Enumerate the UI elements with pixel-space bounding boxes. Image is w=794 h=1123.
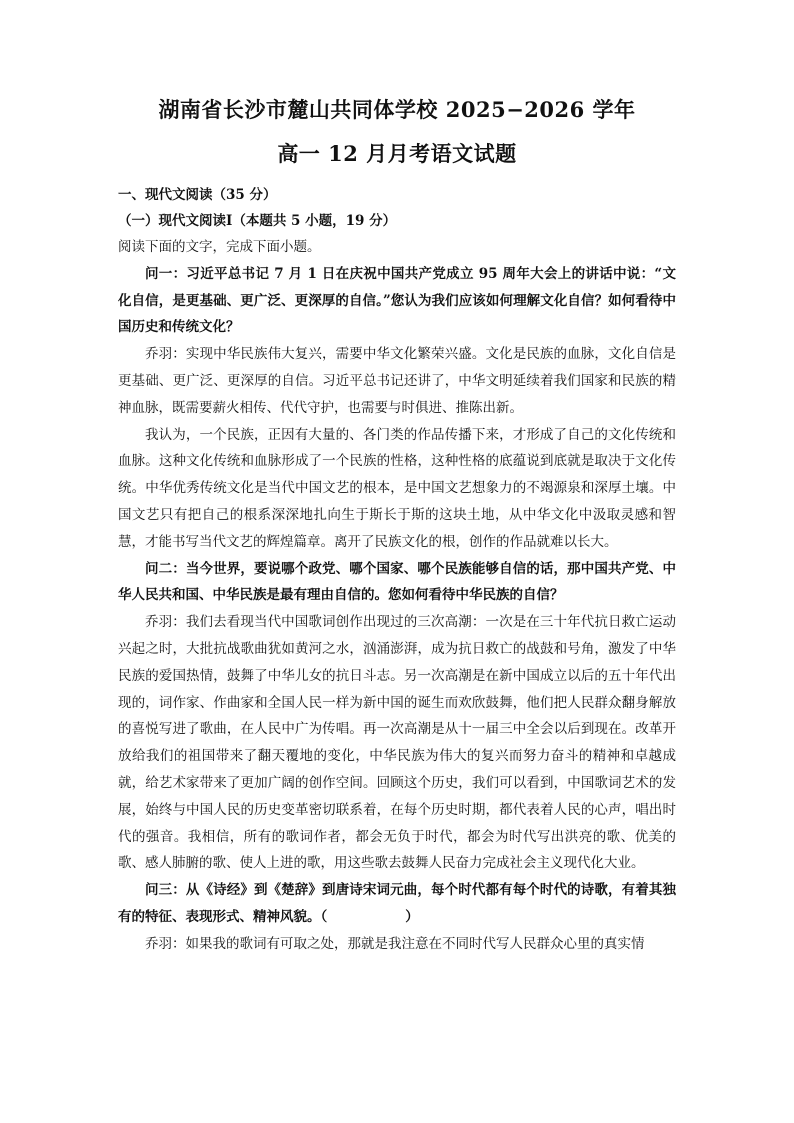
answer-2: 乔羽：我们去看现当代中国歌词创作出现过的三次高潮：一次是在三十年代抗日救亡运动兴起之时，大批抗战歌曲犹如黄河之水，汹涌澎湃，成为抗日救亡的战鼓和号角，激发了中华民族的爱国热情，鼓舞了中华儿女的抗日斗志。另一次高潮是在新中国成立以后的五十年代出现的，词作家、作曲家和全国人民一样为新中国的诞生而欢欣鼓舞，他们把人民群众翻身解放的喜悦写进了歌曲，在人民中广为传唱。再一次高潮是从十一届三中全会以后到现在。改革开放给我们的祖国带来了翻天覆地的变化，中华民族为伟大的复兴而努力奋斗的精神和卓越成就，给艺术家带来了更加广阔的创作空间。回顾这个历史，我们可以看到，中国歌词艺术的发展，始终与中国人民的历史变革密切联系着，在每个历史时期，都代表着人民的心声，唱出时代的强音。我相信，所有的歌词作者，都会无负于时代，都会为时代写出洪亮的歌、优美的歌、感人肺腑的歌、使人上进的歌，用这些歌去鼓舞人民奋力完成社会主义现代化大业。 (118, 614, 676, 872)
section-heading: 一、现代文阅读（35 分） (118, 187, 277, 203)
answer-1-paragraph-2: 我认为，一个民族，正因有大量的、各门类的作品传播下来，才形成了自己的文化传统和血脉。这种文化传统和血脉形成了一个民族的性格，这种性格的底蕴说到底就是取决于文化传统。中华优秀传统文化是当代中国文艺的根本，是中国文艺想象力的不竭源泉和深厚土壤。中国文艺只有把自己的根系深深地扎向生于斯长于斯的这块土地，从中华文化中汲取灵感和智慧，才能书写当代文艺的辉煌篇章。离开了民族文化的根，创作的作品就难以长大。 (118, 426, 676, 550)
answer-1-paragraph-1: 乔羽：实现中华民族伟大复兴，需要中华文化繁荣兴盛。文化是民族的血脉，文化自信是更基础、更广泛、更深厚的自信。习近平总书记还讲了，中华文明延续着我们国家和民族的精神血脉，既需要薪火相传、代代守护，也需要与时俱进、推陈出新。 (118, 346, 676, 416)
question-3-text: 问三：从《诗经》到《楚辞》到唐诗宋词元曲，每个时代都有每个时代的诗歌，有着其独有的特征、表现形式、精神风貌。（ (118, 882, 676, 925)
question-3 (118, 877, 676, 931)
question-2: 问二：当今世界，要说哪个政党、哪个国家、哪个民族能够自信的话，那中国共产党、中华人民共和国、中华民族是最有理由自信的。您如何看待中华民族的自信？ (118, 560, 676, 604)
instruction-text: 阅读下面的文字，完成下面小题。 (118, 239, 321, 255)
question-3-close-paren: ） (405, 908, 419, 925)
subsection-heading: （一）现代文阅读Ⅰ（本题共 5 小题，19 分） (118, 213, 397, 229)
question-1: 问一：习近平总书记 7 月 1 日在庆祝中国共产党成立 95 周年大会上的讲话中说：“文化自信，是更基础、更广泛、更深厚的自信。”您认为我们应该如何理解文化自信？如何看待中国历史和传统文化？ (118, 265, 676, 336)
document-page (118, 96, 676, 958)
answer-3: 乔羽：如果我的歌词有可取之处，那就是我注意在不同时代写人民群众心里的真实情 (145, 935, 645, 952)
document-title-line-2: 高一 12 月月考语文试题 (277, 141, 517, 166)
document-title-line-1: 湖南省长沙市麓山共同体学校 2025−2026 学年 (158, 97, 636, 122)
